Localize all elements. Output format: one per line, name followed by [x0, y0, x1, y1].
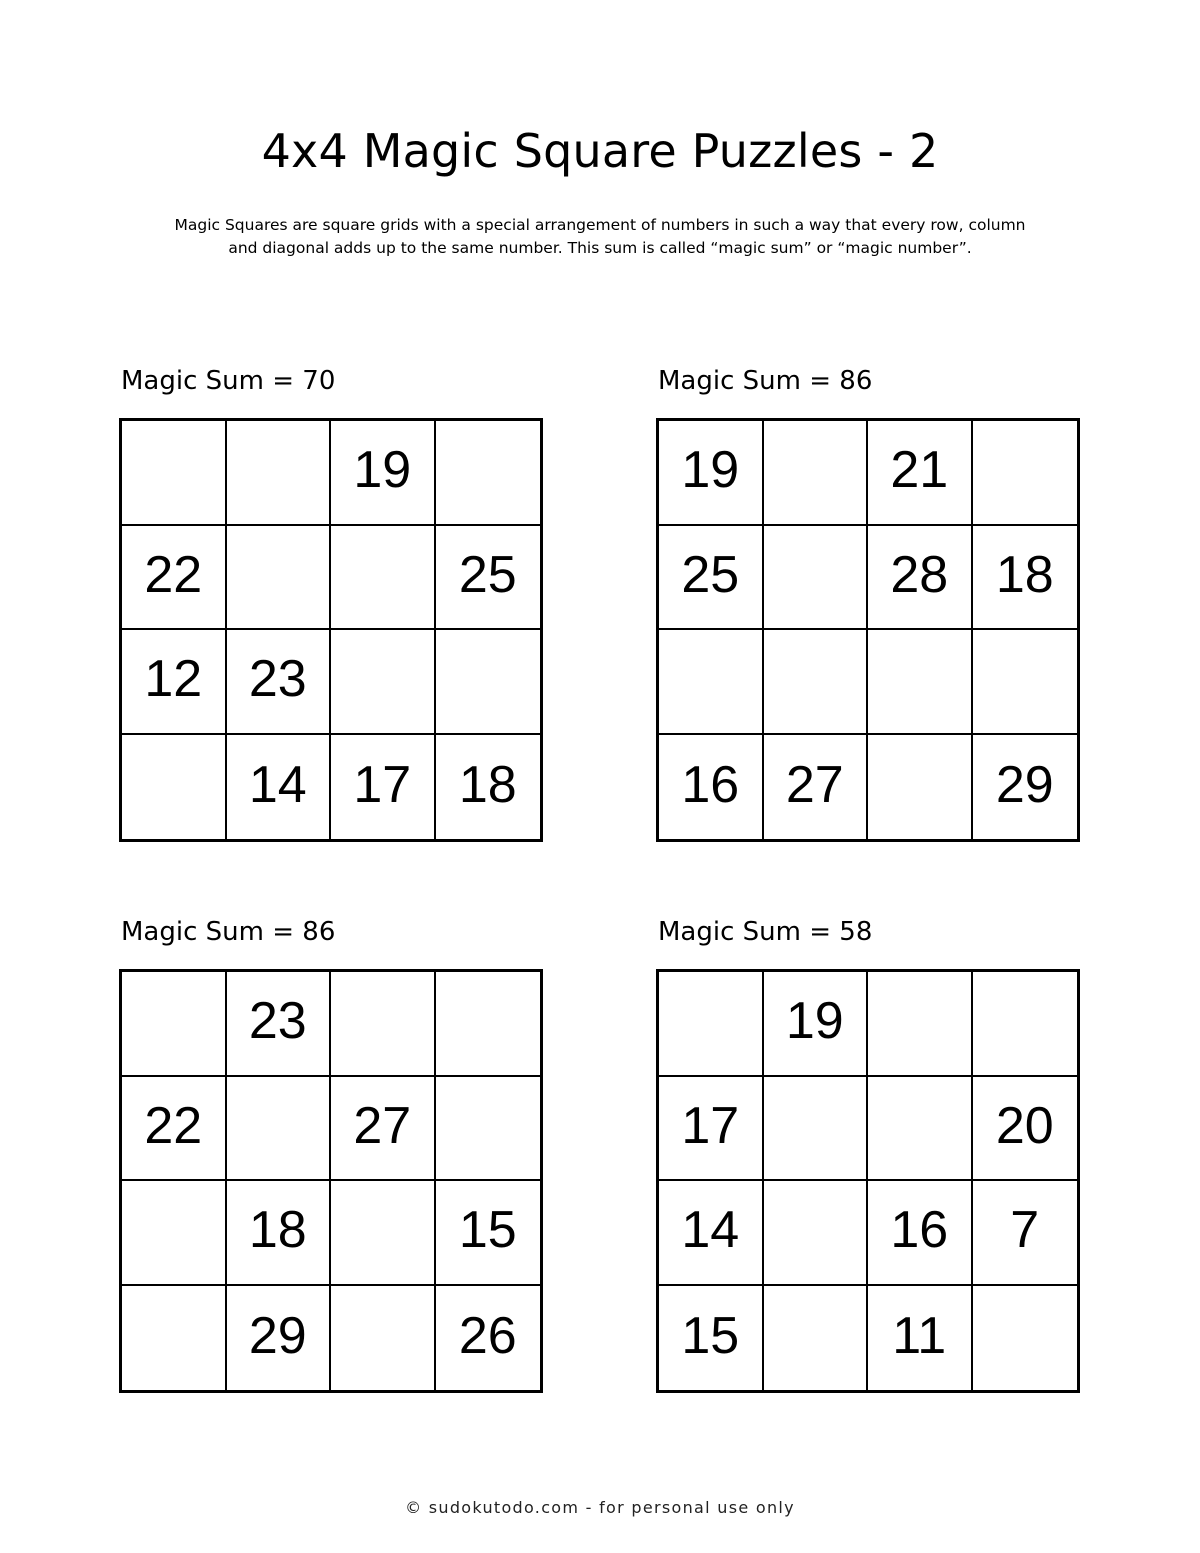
grid-cell[interactable]: 16	[868, 1181, 973, 1286]
grid-cell[interactable]: 18	[227, 1181, 332, 1286]
grid-cell[interactable]	[973, 1286, 1078, 1391]
grid-cell[interactable]: 19	[764, 972, 869, 1077]
grid-cell[interactable]: 16	[659, 735, 764, 840]
grid-cell[interactable]	[659, 630, 764, 735]
grid-cell[interactable]	[331, 526, 436, 631]
grid-cell[interactable]: 18	[458, 755, 517, 814]
grid-cell[interactable]	[227, 421, 332, 526]
intro-line-1: Magic Squares are square grids with a special arrangement of numbers in such a way that every row, column	[174, 216, 1026, 234]
grid-cell[interactable]	[868, 630, 973, 735]
grid-cell[interactable]	[227, 1077, 332, 1182]
grid-cell[interactable]	[436, 421, 541, 526]
grid-cell[interactable]	[659, 972, 764, 1077]
grid-cell[interactable]	[331, 972, 436, 1077]
grid-cell[interactable]	[868, 972, 973, 1077]
grid-cell[interactable]	[436, 1077, 541, 1182]
grid-cell[interactable]	[227, 526, 332, 631]
grid-cell[interactable]: 23	[227, 972, 332, 1077]
grid-cell[interactable]: 29	[995, 755, 1054, 814]
grid-cell[interactable]: 15	[659, 1286, 764, 1391]
grid-cell[interactable]: 27	[331, 1077, 436, 1182]
magic-square-grid	[119, 969, 543, 1393]
grid-cell[interactable]	[764, 421, 869, 526]
grid-cell[interactable]	[764, 630, 869, 735]
footer-copyright: © sudokutodo.com - for personal use only	[405, 1498, 795, 1517]
grid-cell[interactable]	[764, 1077, 869, 1182]
grid-cell[interactable]: 25	[659, 526, 764, 631]
magic-sum-prefix: Magic Sum =	[121, 366, 303, 396]
grid-cell[interactable]: 23	[227, 630, 332, 735]
magic-sum-prefix: Magic Sum =	[658, 917, 840, 947]
magic-sum-value: 86	[302, 917, 336, 947]
grid-cell[interactable]	[436, 972, 541, 1077]
grid-cell[interactable]: 7	[973, 1181, 1078, 1286]
magic-sum-prefix: Magic Sum =	[658, 366, 840, 396]
grid-cell[interactable]	[331, 1181, 436, 1286]
grid-cell[interactable]	[764, 526, 869, 631]
grid-cell[interactable]	[973, 630, 1078, 735]
grid-cell[interactable]: 19	[331, 421, 436, 526]
magic-square-grid	[656, 969, 1080, 1393]
magic-square-grid	[656, 418, 1080, 842]
grid-cell[interactable]: 20	[973, 1077, 1078, 1182]
grid-cell[interactable]: 26	[458, 1306, 517, 1365]
grid-cell[interactable]	[764, 1286, 869, 1391]
grid-cell[interactable]: 15	[436, 1181, 541, 1286]
page-title: 4x4 Magic Square Puzzles - 2	[261, 124, 939, 178]
magic-sum-value: 70	[302, 366, 336, 396]
grid-cell[interactable]: 21	[868, 421, 973, 526]
grid-cell[interactable]	[764, 1181, 869, 1286]
grid-cell[interactable]	[122, 735, 227, 840]
grid-cell[interactable]: 11	[868, 1286, 973, 1391]
grid-cell[interactable]: 22	[122, 526, 227, 631]
grid-cell[interactable]	[122, 1286, 227, 1391]
grid-cell[interactable]	[973, 972, 1078, 1077]
grid-cell[interactable]	[436, 630, 541, 735]
grid-cell[interactable]: 27	[764, 735, 869, 840]
magic-square-grid	[119, 418, 543, 842]
magic-sum-value: 58	[839, 917, 873, 947]
grid-cell[interactable]	[331, 630, 436, 735]
grid-cell[interactable]	[973, 421, 1078, 526]
grid-cell[interactable]: 18	[973, 526, 1078, 631]
grid-cell[interactable]: 12	[122, 630, 227, 735]
magic-sum-label	[658, 914, 872, 950]
grid-cell[interactable]: 28	[868, 526, 973, 631]
grid-cell[interactable]: 14	[659, 1181, 764, 1286]
grid-cell[interactable]	[122, 1181, 227, 1286]
grid-cell[interactable]: 17	[659, 1077, 764, 1182]
magic-sum-label	[121, 363, 335, 399]
grid-cell[interactable]	[868, 1077, 973, 1182]
intro-line-2: and diagonal adds up to the same number. This sum is called “magic sum” or “magic number”.	[228, 239, 972, 257]
grid-cell[interactable]: 25	[436, 526, 541, 631]
magic-sum-label	[121, 914, 335, 950]
grid-cell[interactable]: 29	[227, 1286, 332, 1391]
grid-cell[interactable]: 19	[659, 421, 764, 526]
grid-cell[interactable]: 17	[331, 735, 436, 840]
grid-cell[interactable]: 22	[122, 1077, 227, 1182]
grid-cell[interactable]	[122, 972, 227, 1077]
intro-text	[100, 214, 1100, 260]
grid-cell[interactable]	[331, 1286, 436, 1391]
grid-cell[interactable]	[868, 735, 973, 840]
grid-cell[interactable]	[122, 421, 227, 526]
magic-sum-prefix: Magic Sum =	[121, 917, 303, 947]
grid-cell[interactable]: 14	[227, 735, 332, 840]
magic-sum-label	[658, 363, 872, 399]
magic-sum-value: 86	[839, 366, 873, 396]
